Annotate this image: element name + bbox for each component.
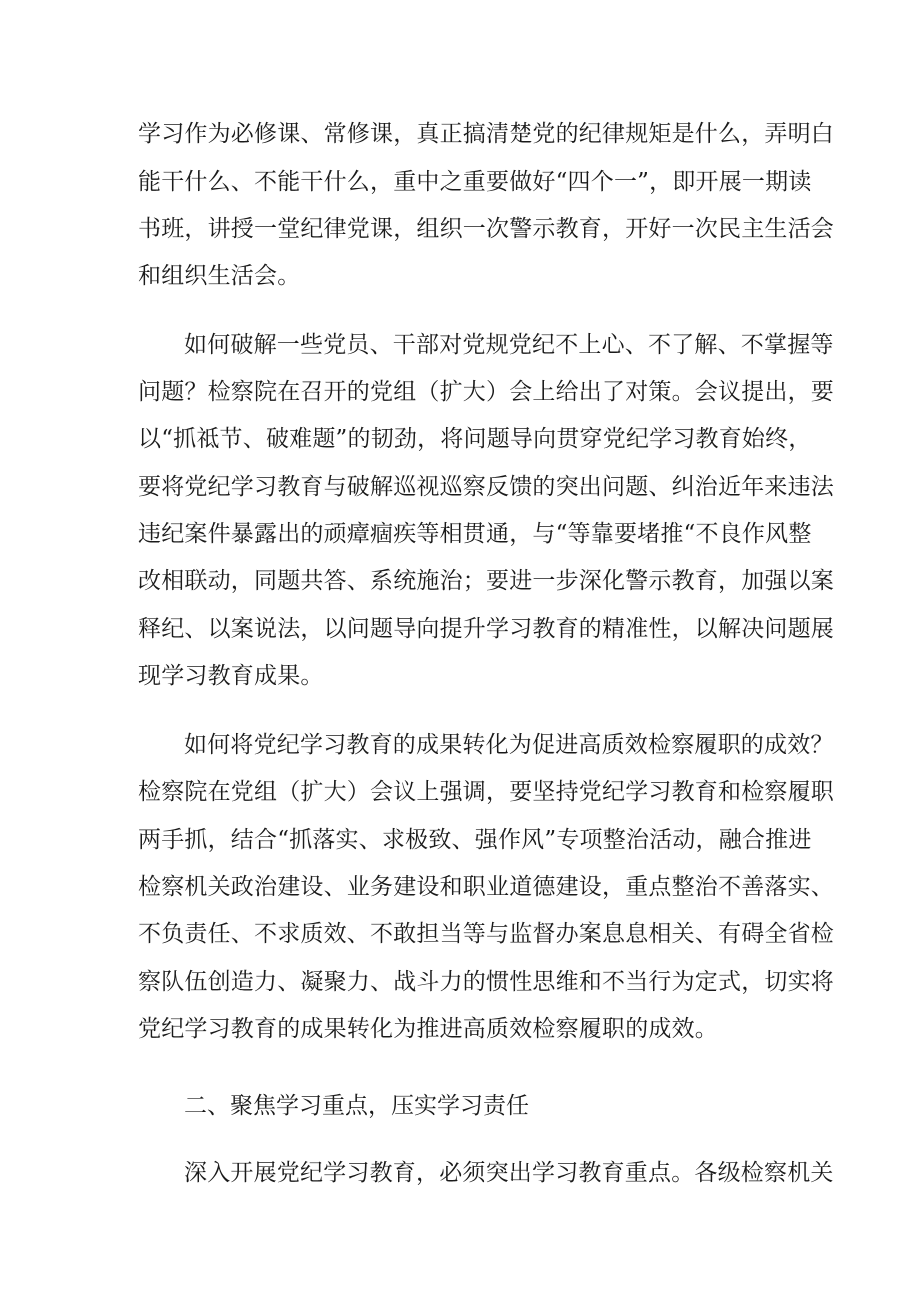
text-line: 如何破解一些党员、干部对党规党纪不上心、不了解、不掌握等 — [184, 332, 834, 358]
text-line: 两手抓，结合“抓落实、求极致、强作风”专项整治活动，融合推进 — [138, 827, 812, 853]
text-line: 以“抓祗节、破难题”的韧劲，将问题导向贯穿党纪学习教育始终， — [138, 426, 812, 452]
text-line: 党纪学习教育的成果转化为推进高质效检察履职的成效。 — [138, 1016, 718, 1042]
text-line: 深入开展党纪学习教育，必须突出学习教育重点。各级检察机关 — [184, 1160, 834, 1186]
text-line: 检察机关政治建设、业务建设和职业道德建设，重点整治不善落实、 — [138, 874, 834, 900]
text-line: 察队伍创造力、凝聚力、战斗力的惯性思维和不当行为定式，切实将 — [138, 969, 834, 995]
text-line: 问题？检察院在召开的党组（扩大）会上给出了对策。会议提出，要 — [138, 379, 834, 405]
text-line: 不负责任、不求质效、不敢担当等与监督办案息息相关、有碍全省检 — [138, 921, 834, 947]
text-line: 学习作为必修课、常修课，真正搞清楚党的纪律规矩是什么，弄明白 — [138, 121, 834, 147]
text-line: 和组织生活会。 — [138, 263, 301, 289]
text-line: 检察院在党组（扩大）会议上强调，要坚持党纪学习教育和检察履职 — [138, 779, 834, 805]
text-line: 书班，讲授一堂纪律党课，组织一次警示教育，开好一次民主生活会 — [138, 216, 834, 242]
text-line: 能干什么、不能干什么，重中之重要做好“四个一”，即开展一期读 — [138, 169, 812, 195]
text-line: 现学习教育成果。 — [138, 663, 324, 689]
text-line: 违纪案件暴露出的顽瘴痼疾等相贯通，与“等靠要堵推“不良作风整 — [138, 521, 812, 547]
text-line: 释纪、以案说法，以问题导向提升学习教育的精准性，以解决问题展 — [138, 616, 834, 642]
section-heading: 二、聚焦学习重点，压实学习责任 — [184, 1093, 529, 1119]
text-line: 如何将党纪学习教育的成果转化为促进高质效检察履职的成效？ — [184, 732, 834, 758]
text-line: 改相联动，同题共答、系统施治；要进一步深化警示教育，加强以案 — [138, 568, 834, 594]
text-line: 要将党纪学习教育与破解巡视巡察反馈的突出问题、纠治近年来违法 — [138, 474, 834, 500]
